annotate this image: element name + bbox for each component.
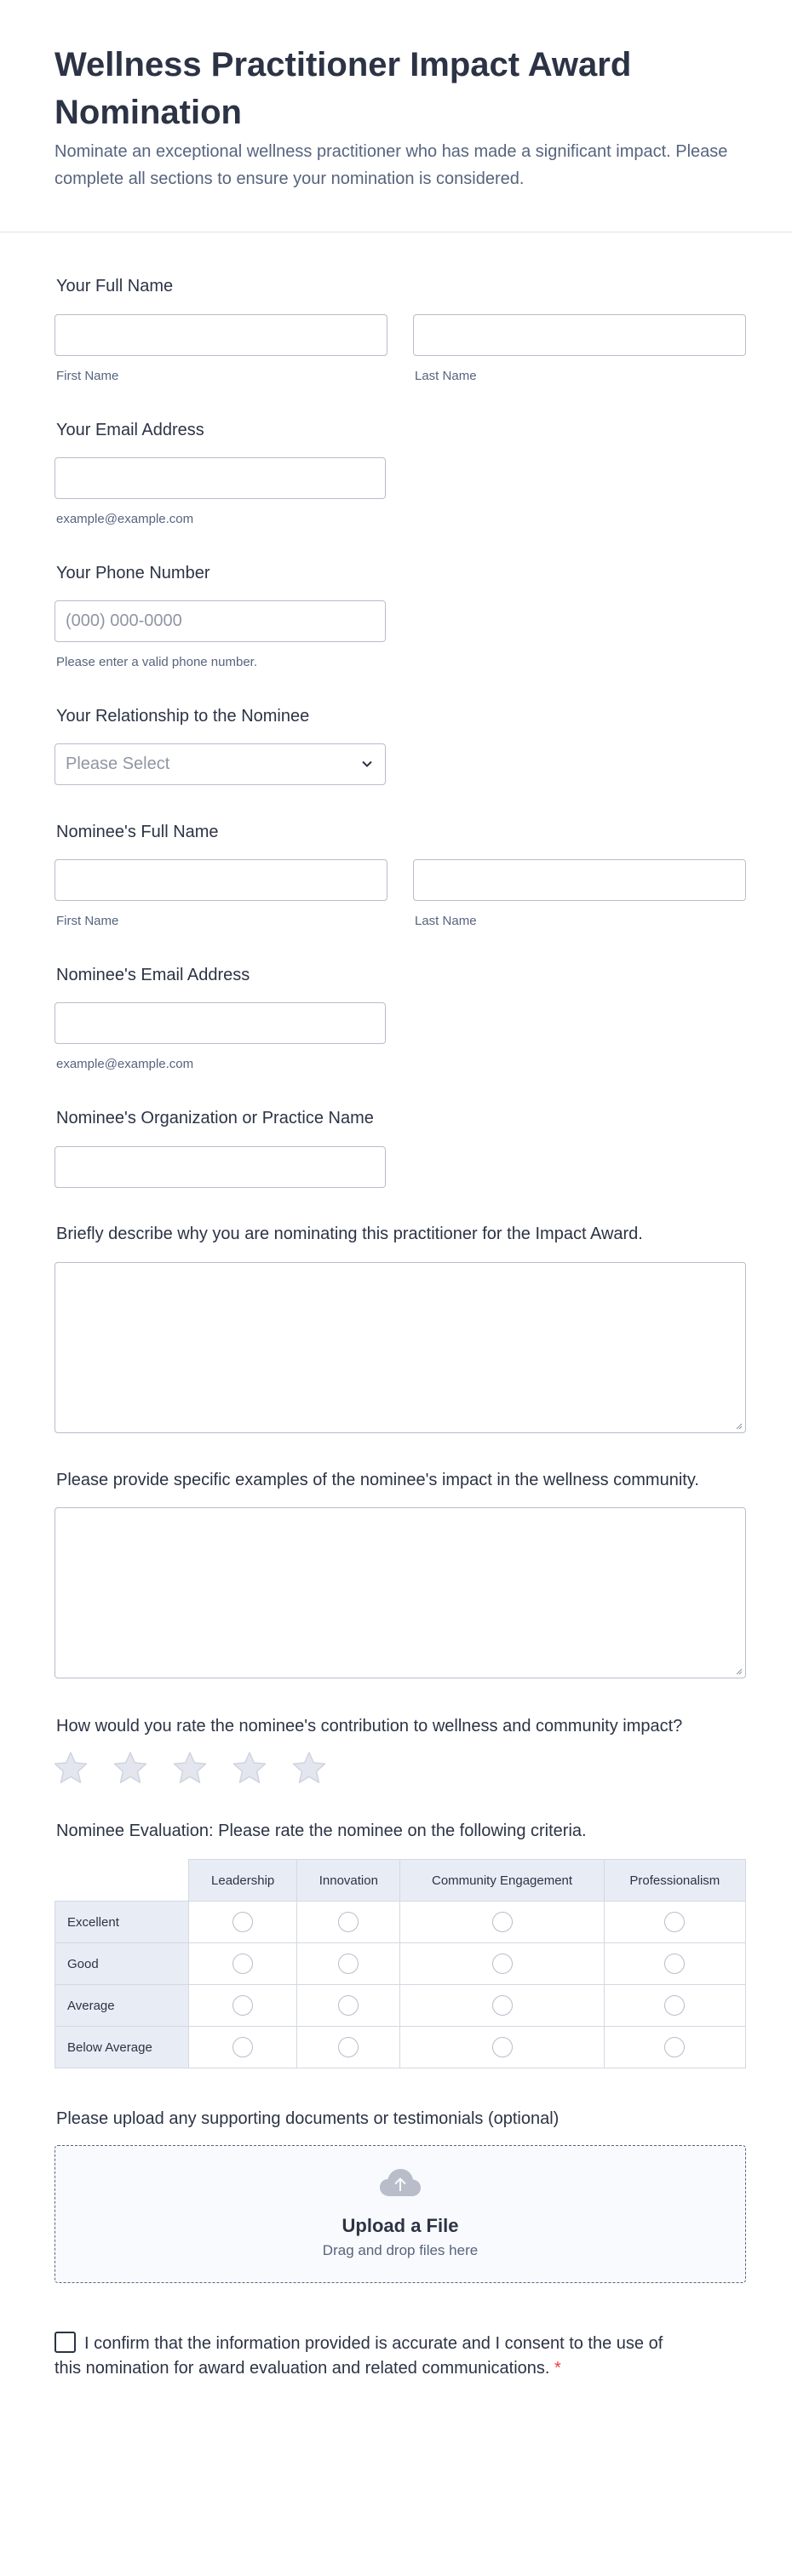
upload-title: Upload a File — [341, 2215, 459, 2236]
matrix-cell — [400, 1943, 604, 1985]
star-icon[interactable] — [291, 1750, 327, 1786]
nominee-name-label: Nominee's Full Name — [56, 823, 219, 841]
your-last-name-sublabel: Last Name — [415, 369, 477, 383]
your-last-name-input[interactable] — [413, 314, 746, 356]
nominee-last-name-sublabel: Last Name — [415, 914, 477, 928]
star-icon[interactable] — [172, 1750, 208, 1786]
file-upload-dropzone[interactable] — [55, 2145, 746, 2283]
why-label: Briefly describe why you are nominating this practitioner for the Impact Award. — [56, 1225, 643, 1243]
matrix-cell — [297, 2027, 400, 2068]
matrix-row — [55, 1985, 746, 2027]
your-email-input[interactable] — [55, 457, 386, 499]
star-icon[interactable] — [53, 1750, 89, 1786]
resize-handle-icon[interactable] — [734, 1421, 743, 1430]
matrix-radio[interactable] — [664, 1912, 685, 1932]
matrix-radio[interactable] — [492, 1954, 513, 1974]
consent-checkbox[interactable] — [55, 2332, 76, 2353]
matrix-corner — [55, 1860, 189, 1902]
matrix-radio[interactable] — [232, 1912, 253, 1932]
nominee-email-sublabel: example@example.com — [56, 1057, 194, 1071]
matrix-cell — [604, 1943, 745, 1985]
resize-handle-icon[interactable] — [734, 1667, 743, 1675]
matrix-cell — [604, 2027, 745, 2068]
matrix-row — [55, 2027, 746, 2068]
matrix-cell — [400, 1902, 604, 1943]
relationship-select[interactable] — [55, 743, 386, 785]
evaluation-matrix — [55, 1859, 746, 2068]
rating-label: How would you rate the nominee's contribution to wellness and community impact? — [56, 1717, 683, 1736]
matrix-radio[interactable] — [338, 1954, 359, 1974]
why-textarea[interactable] — [55, 1262, 746, 1433]
matrix-cell — [604, 1902, 745, 1943]
star-rating[interactable] — [53, 1750, 327, 1786]
upload-subtitle: Drag and drop files here — [322, 2242, 479, 2258]
nominee-first-name-input[interactable] — [55, 859, 387, 901]
matrix-column-header: Leadership — [189, 1860, 297, 1902]
cloud-upload-icon — [379, 2168, 422, 2197]
your-email-label: Your Email Address — [56, 421, 204, 439]
matrix-row — [55, 1943, 746, 1985]
nominee-email-input[interactable] — [55, 1002, 386, 1044]
matrix-radio[interactable] — [338, 2037, 359, 2057]
nominee-org-label: Nominee's Organization or Practice Name — [56, 1109, 374, 1127]
your-phone-input[interactable] — [55, 600, 386, 642]
matrix-radio[interactable] — [338, 1995, 359, 2016]
matrix-radio[interactable] — [664, 1995, 685, 2016]
matrix-cell — [189, 1943, 297, 1985]
nominee-org-input[interactable] — [55, 1146, 386, 1188]
examples-textarea[interactable] — [55, 1507, 746, 1678]
matrix-cell — [400, 1985, 604, 2027]
matrix-radio[interactable] — [492, 1995, 513, 2016]
consent-text: I confirm that the information provided is accurate and I consent to the use of this nomination for award evaluation and related communications. — [55, 2334, 663, 2378]
page-title: Wellness Practitioner Impact Award Nomination — [55, 46, 632, 131]
relationship-label: Your Relationship to the Nominee — [56, 707, 310, 726]
matrix-cell — [297, 1985, 400, 2027]
nominee-first-name-sublabel: First Name — [56, 914, 119, 928]
consent-field — [55, 2332, 668, 2381]
your-email-sublabel: example@example.com — [56, 512, 194, 526]
matrix-cell — [604, 1985, 745, 2027]
matrix-cell — [189, 1985, 297, 2027]
matrix-radio[interactable] — [232, 2037, 253, 2057]
matrix-radio[interactable] — [664, 1954, 685, 1974]
matrix-cell — [189, 1902, 297, 1943]
relationship-placeholder: Please Select — [66, 754, 170, 773]
matrix-radio[interactable] — [232, 1954, 253, 1974]
matrix-radio[interactable] — [664, 2037, 685, 2057]
your-first-name-sublabel: First Name — [56, 369, 119, 383]
matrix-header-row — [55, 1860, 746, 1902]
matrix-cell — [297, 1943, 400, 1985]
matrix-cell — [189, 2027, 297, 2068]
page-subtitle: Nominate an exceptional wellness practitioner who has made a significant impact. Please complete all sections to ensure your nomination is considered. — [55, 142, 728, 188]
matrix-column-header: Community Engagement — [400, 1860, 604, 1902]
your-phone-label: Your Phone Number — [56, 564, 210, 582]
form-header — [0, 0, 792, 232]
chevron-down-icon — [359, 756, 375, 772]
nominee-last-name-input[interactable] — [413, 859, 746, 901]
your-phone-sublabel: Please enter a valid phone number. — [56, 655, 257, 669]
matrix-column-header: Innovation — [297, 1860, 400, 1902]
matrix-row — [55, 1902, 746, 1943]
matrix-row-label: Below Average — [55, 2027, 189, 2068]
your-first-name-input[interactable] — [55, 314, 387, 356]
nominee-email-label: Nominee's Email Address — [56, 966, 250, 984]
your-name-label: Your Full Name — [56, 277, 174, 295]
matrix-cell — [297, 1902, 400, 1943]
matrix-label: Nominee Evaluation: Please rate the nominee on the following criteria. — [56, 1822, 587, 1840]
matrix-radio[interactable] — [338, 1912, 359, 1932]
matrix-cell — [400, 2027, 604, 2068]
star-icon[interactable] — [112, 1750, 148, 1786]
matrix-radio[interactable] — [492, 1912, 513, 1932]
matrix-row-label: Average — [55, 1985, 189, 2027]
star-icon[interactable] — [232, 1750, 267, 1786]
matrix-row-label: Good — [55, 1943, 189, 1985]
phone-placeholder: (000) 000-0000 — [66, 611, 182, 630]
matrix-column-header: Professionalism — [604, 1860, 745, 1902]
required-mark: * — [554, 2359, 561, 2378]
matrix-radio[interactable] — [232, 1995, 253, 2016]
examples-label: Please provide specific examples of the nominee's impact in the wellness community. — [56, 1471, 699, 1489]
matrix-row-label: Excellent — [55, 1902, 189, 1943]
matrix-radio[interactable] — [492, 2037, 513, 2057]
upload-label: Please upload any supporting documents or testimonials (optional) — [56, 2109, 560, 2128]
